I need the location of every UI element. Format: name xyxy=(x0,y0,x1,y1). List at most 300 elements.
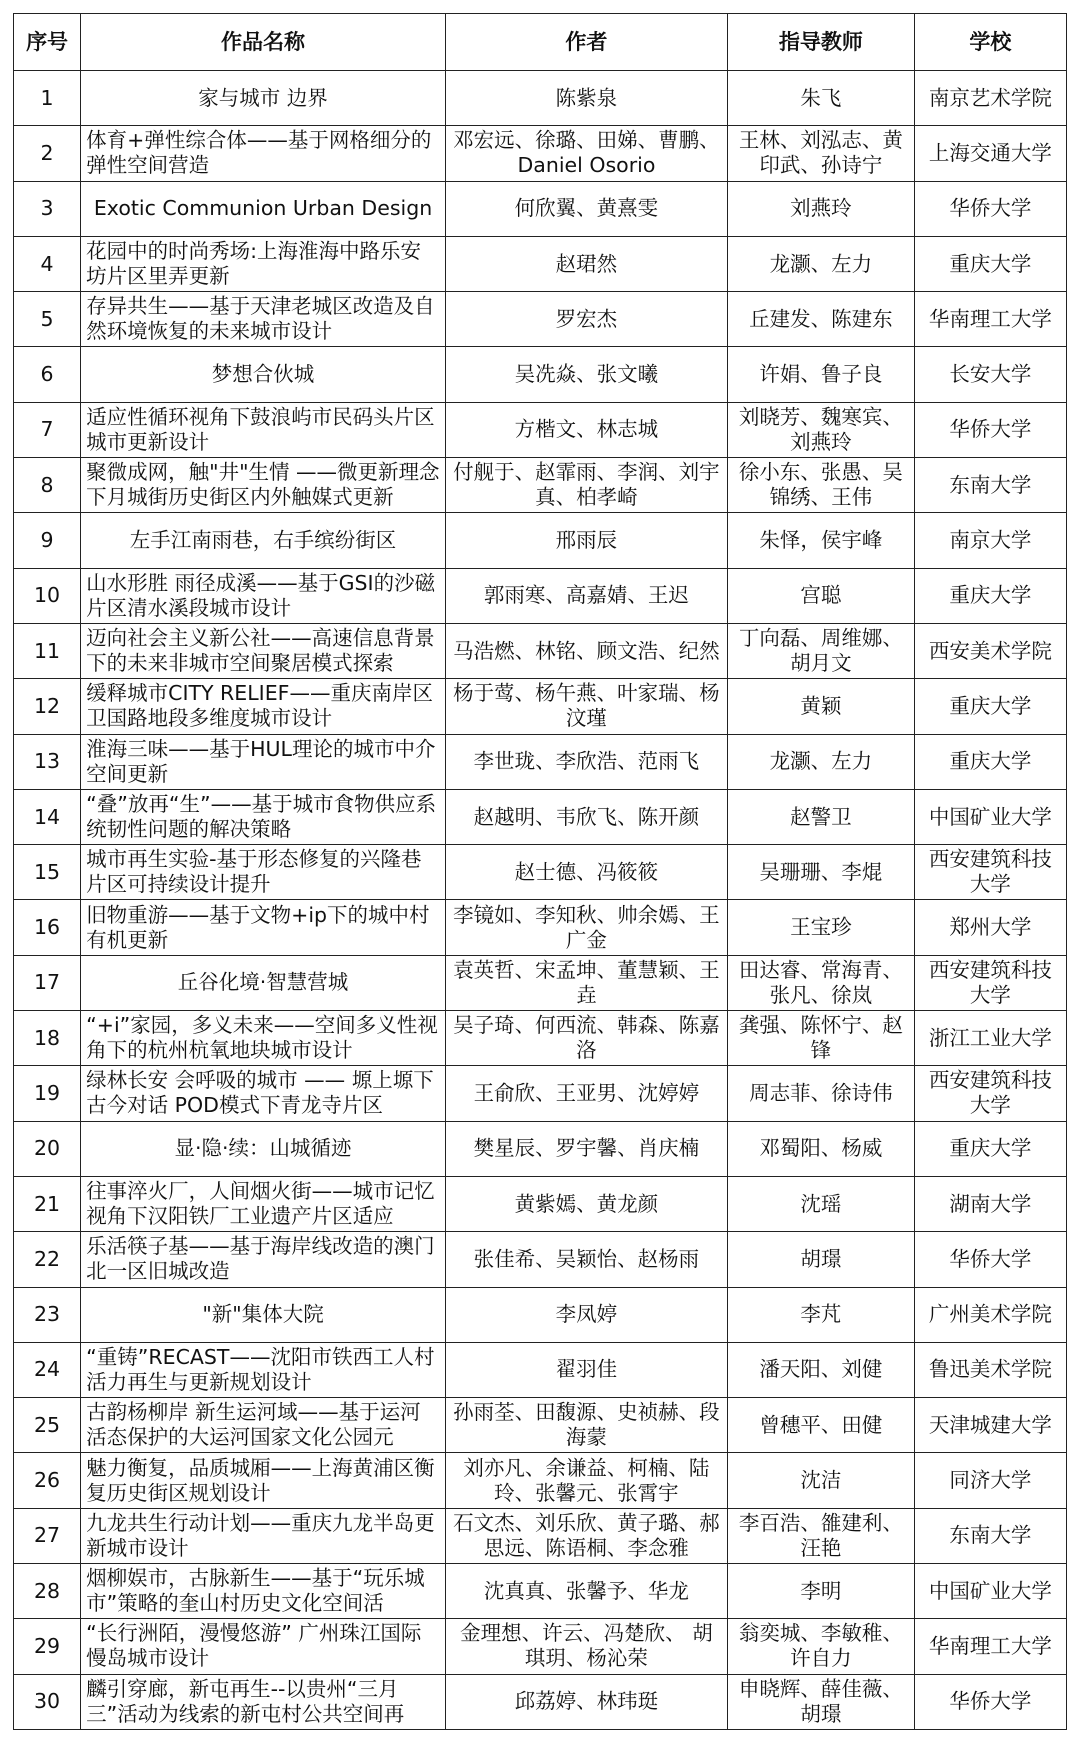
cell-school xyxy=(914,1674,1066,1729)
cell-title-text: 城市再生实验-基于形态修复的兴隆巷片区可持续设计提升 xyxy=(86,847,422,897)
cell-title xyxy=(81,1232,446,1287)
cell-school xyxy=(914,845,1066,900)
cell-school-text: 西安建筑科技大学 xyxy=(928,957,1052,1007)
cell-school-text: 中国矿业大学 xyxy=(928,1578,1052,1603)
cell-no xyxy=(14,1342,81,1397)
cell-school xyxy=(914,1398,1066,1453)
cell-no-text: 26 xyxy=(34,1468,61,1493)
cell-title xyxy=(81,1508,446,1563)
cell-advisors xyxy=(727,402,914,457)
cell-school xyxy=(914,789,1066,844)
cell-no-text: 21 xyxy=(34,1191,61,1216)
cell-no xyxy=(14,181,81,236)
cell-school xyxy=(914,1508,1066,1563)
cell-authors xyxy=(445,292,727,347)
cell-school-text: 上海交通大学 xyxy=(928,140,1052,165)
cell-no-text: 11 xyxy=(34,638,61,663)
cell-school-text: 东南大学 xyxy=(949,472,1032,497)
cell-title xyxy=(81,1674,446,1729)
cell-title-text: 家与城市 边界 xyxy=(198,85,328,110)
cell-authors-text: 吴子琦、何西流、韩森、陈嘉洛 xyxy=(453,1013,720,1063)
cell-authors xyxy=(445,955,727,1010)
cell-authors xyxy=(445,402,727,457)
cell-authors-text: 郭雨寒、高嘉婧、王迟 xyxy=(483,583,689,608)
cell-school xyxy=(914,1287,1066,1342)
cell-no xyxy=(14,623,81,678)
cell-authors-text: 刘亦凡、余谦益、柯楠、陆玲、张馨元、张霄宇 xyxy=(463,1455,710,1505)
cell-advisors-text: 宫聪 xyxy=(800,583,842,608)
cell-authors-text: 赵士德、冯筱筱 xyxy=(514,859,659,884)
cell-advisors xyxy=(727,568,914,623)
cell-school-text: 重庆大学 xyxy=(949,583,1032,608)
cell-advisors-text: 吴珊珊、李焜 xyxy=(759,859,883,884)
cell-authors-text: 罗宏杰 xyxy=(555,306,618,331)
cell-no xyxy=(14,568,81,623)
cell-title-text: 淮海三味——基于HUL理论的城市中介空间更新 xyxy=(86,736,436,786)
header-title: 作品名称 xyxy=(81,14,446,71)
cell-school-text: 西安美术学院 xyxy=(928,638,1052,663)
cell-no-text: 4 xyxy=(40,251,54,276)
cell-title-text: 丘谷化境·智慧营城 xyxy=(177,970,349,995)
cell-authors-text: 何欣翼、黄熹雯 xyxy=(514,196,659,221)
table-row xyxy=(14,513,1067,568)
cell-no-text: 3 xyxy=(40,196,54,221)
cell-authors xyxy=(445,126,727,181)
cell-advisors-text: 沈洁 xyxy=(800,1468,842,1493)
cell-school xyxy=(914,1342,1066,1397)
cell-no xyxy=(14,900,81,955)
cell-school xyxy=(914,955,1066,1010)
cell-title-text: 花园中的时尚秀场:上海淮海中路乐安坊片区里弄更新 xyxy=(86,239,422,289)
cell-no-text: 16 xyxy=(34,915,61,940)
table-row xyxy=(14,292,1067,347)
cell-no xyxy=(14,1232,81,1287)
cell-no-text: 1 xyxy=(40,85,54,110)
cell-school xyxy=(914,1121,1066,1176)
table-row xyxy=(14,1342,1067,1397)
cell-authors-text: 黄紫嫣、黄龙颜 xyxy=(514,1191,659,1216)
cell-advisors xyxy=(727,734,914,789)
cell-title xyxy=(81,845,446,900)
cell-title xyxy=(81,292,446,347)
cell-advisors xyxy=(727,347,914,402)
cell-title xyxy=(81,623,446,678)
cell-no-text: 12 xyxy=(34,693,61,718)
cell-title-text: 九龙共生行动计划——重庆九龙半岛更新城市设计 xyxy=(86,1510,435,1560)
cell-advisors xyxy=(727,458,914,513)
cell-authors xyxy=(445,734,727,789)
cell-authors-text: 方楷文、林志城 xyxy=(514,417,659,442)
cell-no xyxy=(14,458,81,513)
cell-authors-text: 赵越明、韦欣飞、陈开颜 xyxy=(473,804,700,829)
cell-authors xyxy=(445,900,727,955)
cell-school xyxy=(914,900,1066,955)
cell-no xyxy=(14,845,81,900)
cell-title xyxy=(81,513,446,568)
cell-advisors-text: 王宝珍 xyxy=(790,915,852,940)
cell-no-text: 22 xyxy=(34,1246,61,1271)
cell-school-text: 西安建筑科技大学 xyxy=(928,847,1052,897)
cell-advisors xyxy=(727,623,914,678)
cell-authors xyxy=(445,458,727,513)
cell-school-text: 西安建筑科技大学 xyxy=(928,1068,1052,1118)
cell-authors xyxy=(445,845,727,900)
cell-advisors-text: 徐小东、张愚、吴锦绣、王伟 xyxy=(738,460,903,510)
cell-no xyxy=(14,1066,81,1121)
cell-no xyxy=(14,1453,81,1508)
table-row xyxy=(14,623,1067,678)
cell-school-text: 重庆大学 xyxy=(949,693,1032,718)
cell-advisors-text: 李百浩、雒建利、汪艳 xyxy=(738,1510,903,1560)
cell-title xyxy=(81,568,446,623)
cell-authors-text: 王俞欣、王亚男、沈婷婷 xyxy=(473,1080,700,1105)
cell-school xyxy=(914,458,1066,513)
cell-school xyxy=(914,1066,1066,1121)
cell-title-text: 乐活筷子基——基于海岸线改造的澳门北一区旧城改造 xyxy=(86,1234,435,1284)
cell-title-text: 体育+弹性综合体——基于网格细分的弹性空间营造 xyxy=(86,128,432,178)
cell-no-text: 19 xyxy=(34,1080,61,1105)
cell-title-text: “长行洲陌，漫慢悠游” 广州珠江国际慢岛城市设计 xyxy=(86,1621,422,1671)
cell-advisors-text: 曾穗平、田健 xyxy=(759,1412,883,1437)
table-row xyxy=(14,402,1067,457)
cell-title-text: 缓释城市CITY RELIEF——重庆南岸区卫国路地段多维度城市设计 xyxy=(86,681,433,731)
cell-authors xyxy=(445,1342,727,1397)
cell-authors-text: 李世珑、李欣浩、范雨飞 xyxy=(473,749,700,774)
cell-title-text: 绿林长安 会呼吸的城市 —— 塬上塬下古今对话 POD模式下青龙寺片区 xyxy=(86,1068,434,1118)
table-row xyxy=(14,1066,1067,1121)
table-row xyxy=(14,1619,1067,1674)
cell-title xyxy=(81,1619,446,1674)
cell-advisors xyxy=(727,236,914,291)
cell-authors xyxy=(445,513,727,568)
cell-title xyxy=(81,236,446,291)
cell-school-text: 华侨大学 xyxy=(949,1246,1032,1271)
cell-advisors-text: 朱怿，侯宇峰 xyxy=(759,528,883,553)
cell-no xyxy=(14,402,81,457)
table-row xyxy=(14,1287,1067,1342)
table-row xyxy=(14,347,1067,402)
cell-advisors-text: 刘晓芳、魏寒宾、刘燕玲 xyxy=(738,404,903,454)
cell-title xyxy=(81,1342,446,1397)
header-no: 序号 xyxy=(14,14,81,71)
cell-no-text: 27 xyxy=(34,1523,61,1548)
cell-no xyxy=(14,1011,81,1066)
cell-school xyxy=(914,126,1066,181)
cell-no-text: 23 xyxy=(34,1302,61,1327)
cell-authors xyxy=(445,1508,727,1563)
cell-title-text: 左手江南雨巷，右手缤纷街区 xyxy=(129,528,397,553)
cell-school-text: 浙江工业大学 xyxy=(928,1025,1052,1050)
cell-authors-text: 孙雨荃、田馥源、史祯赫、段海蒙 xyxy=(453,1400,720,1450)
cell-school-text: 郑州大学 xyxy=(949,915,1032,940)
cell-school xyxy=(914,679,1066,734)
cell-advisors-text: 翁奕城、李敏稚、许自力 xyxy=(738,1621,903,1671)
header-school: 学校 xyxy=(914,14,1066,71)
cell-school xyxy=(914,236,1066,291)
cell-no-text: 25 xyxy=(34,1412,61,1437)
cell-title-text: “叠”放再“生”——基于城市食物供应系统韧性问题的解决策略 xyxy=(86,792,437,841)
cell-authors-text: 袁英哲、宋孟坤、董慧颖、王垚 xyxy=(453,957,720,1007)
cell-no-text: 9 xyxy=(40,528,54,553)
cell-title xyxy=(81,955,446,1010)
cell-title xyxy=(81,1453,446,1508)
cell-no-text: 20 xyxy=(34,1136,61,1161)
cell-school xyxy=(914,1011,1066,1066)
cell-authors-text: 翟羽佳 xyxy=(555,1357,618,1382)
cell-authors-text: 陈紫泉 xyxy=(555,85,618,110)
cell-title xyxy=(81,1287,446,1342)
cell-no-text: 28 xyxy=(34,1578,61,1603)
cell-school xyxy=(914,181,1066,236)
cell-authors-text: 邓宏远、徐璐、田娣、曹鹏、Daniel Osorio xyxy=(453,128,720,178)
cell-advisors xyxy=(727,1287,914,1342)
table-row xyxy=(14,1121,1067,1176)
cell-advisors xyxy=(727,845,914,900)
cell-advisors-text: 申晓辉、薛佳薇、胡璟 xyxy=(738,1676,903,1726)
cell-advisors-text: 李芃 xyxy=(800,1302,842,1327)
cell-title-text: 存异共生——基于天津老城区改造及自然环境恢复的未来城市设计 xyxy=(86,294,435,344)
cell-advisors-text: 田达睿、常海青、张凡、徐岚 xyxy=(738,957,903,1007)
cell-no xyxy=(14,292,81,347)
cell-title-text: 古韵杨柳岸 新生运河域——基于运河活态保护的大运河国家文化公园元 xyxy=(86,1400,421,1450)
cell-advisors-text: 龙灏、左力 xyxy=(769,749,873,774)
cell-no-text: 10 xyxy=(34,583,61,608)
cell-authors-text: 马浩燃、林铭、顾文浩、纪然 xyxy=(453,638,720,663)
cell-school-text: 重庆大学 xyxy=(949,251,1032,276)
cell-title xyxy=(81,679,446,734)
cell-authors-text: 沈真真、张馨予、华龙 xyxy=(483,1578,689,1603)
cell-no-text: 5 xyxy=(40,306,54,331)
cell-authors xyxy=(445,1674,727,1729)
cell-school xyxy=(914,1232,1066,1287)
table-row xyxy=(14,458,1067,513)
cell-school xyxy=(914,347,1066,402)
cell-authors xyxy=(445,1453,727,1508)
cell-title xyxy=(81,900,446,955)
cell-advisors-text: 刘燕玲 xyxy=(790,196,852,221)
cell-no xyxy=(14,1564,81,1619)
table-row xyxy=(14,900,1067,955)
cell-no xyxy=(14,955,81,1010)
cell-advisors-text: 邓蜀阳、杨威 xyxy=(759,1136,883,1161)
cell-title-text: 魅力衡复，品质城厢——上海黄浦区衡复历史街区规划设计 xyxy=(86,1455,435,1505)
cell-school xyxy=(914,1453,1066,1508)
cell-advisors-text: 龙灏、左力 xyxy=(769,251,873,276)
table-row xyxy=(14,789,1067,844)
cell-authors-text: 付舰于、赵霏雨、李润、刘宇真、柏孝崎 xyxy=(453,460,720,510)
cell-title xyxy=(81,1121,446,1176)
cell-title xyxy=(81,1066,446,1121)
cell-no-text: 24 xyxy=(34,1357,61,1382)
cell-school-text: 鲁迅美术学院 xyxy=(928,1357,1052,1382)
cell-advisors xyxy=(727,181,914,236)
cell-title xyxy=(81,402,446,457)
cell-advisors-text: 潘天阳、刘健 xyxy=(759,1357,883,1382)
cell-school-text: 天津城建大学 xyxy=(928,1412,1052,1437)
cell-school xyxy=(914,623,1066,678)
cell-no-text: 13 xyxy=(34,749,61,774)
cell-advisors-text: 沈瑶 xyxy=(800,1191,842,1216)
cell-no xyxy=(14,513,81,568)
cell-no-text: 17 xyxy=(34,970,61,995)
cell-school-text: 南京艺术学院 xyxy=(928,85,1052,110)
cell-no-text: 7 xyxy=(40,417,54,442)
cell-authors-text: 邱荔婷、林玮珽 xyxy=(514,1689,659,1714)
cell-no xyxy=(14,1508,81,1563)
cell-advisors xyxy=(727,1564,914,1619)
cell-school xyxy=(914,71,1066,126)
cell-authors xyxy=(445,1564,727,1619)
cell-no-text: 29 xyxy=(34,1633,61,1658)
table-row xyxy=(14,845,1067,900)
cell-title xyxy=(81,1564,446,1619)
cell-authors-text: 张佳希、吴颖怡、赵杨雨 xyxy=(473,1246,700,1271)
cell-authors xyxy=(445,1011,727,1066)
cell-title-text: 山水形胜 雨径成溪——基于GSI的沙磁片区清水溪段城市设计 xyxy=(86,570,436,620)
cell-advisors xyxy=(727,789,914,844)
table-row xyxy=(14,679,1067,734)
cell-authors xyxy=(445,1398,727,1453)
cell-advisors xyxy=(727,1453,914,1508)
cell-advisors xyxy=(727,71,914,126)
cell-authors xyxy=(445,679,727,734)
cell-no-text: 2 xyxy=(40,140,54,165)
cell-advisors-text: 龚强、陈怀宁、赵锋 xyxy=(738,1013,903,1063)
cell-school-text: 华侨大学 xyxy=(949,1689,1032,1714)
cell-school-text: 华南理工大学 xyxy=(928,306,1052,331)
cell-advisors xyxy=(727,1342,914,1397)
cell-title-text: “+i”家园，多义未来——空间多义性视角下的杭州杭氧地块城市设计 xyxy=(86,1013,438,1063)
cell-authors xyxy=(445,789,727,844)
cell-advisors xyxy=(727,679,914,734)
awards-table xyxy=(13,13,1067,1730)
cell-school xyxy=(914,292,1066,347)
cell-title xyxy=(81,458,446,513)
table-header-row xyxy=(14,14,1067,71)
cell-school-text: 华侨大学 xyxy=(949,417,1032,442)
cell-no xyxy=(14,679,81,734)
cell-title-text: “重铸”RECAST——沈阳市铁西工人村活力再生与更新规划设计 xyxy=(86,1344,435,1394)
cell-school-text: 中国矿业大学 xyxy=(928,804,1052,829)
cell-school-text: 东南大学 xyxy=(949,1523,1032,1548)
cell-authors xyxy=(445,568,727,623)
table-row xyxy=(14,126,1067,181)
cell-authors xyxy=(445,1176,727,1231)
cell-authors-text: 樊星辰、罗宇馨、肖庆楠 xyxy=(473,1136,700,1161)
cell-authors-text: 李镜如、李知秋、帅余嫣、王广金 xyxy=(453,902,720,952)
cell-school-text: 南京大学 xyxy=(949,528,1032,553)
cell-title xyxy=(81,181,446,236)
cell-authors xyxy=(445,1121,727,1176)
cell-advisors xyxy=(727,900,914,955)
cell-school xyxy=(914,513,1066,568)
cell-no xyxy=(14,1674,81,1729)
cell-school xyxy=(914,1564,1066,1619)
cell-advisors xyxy=(727,1011,914,1066)
cell-advisors xyxy=(727,292,914,347)
cell-no-text: 18 xyxy=(34,1025,61,1050)
cell-no xyxy=(14,1619,81,1674)
table-row xyxy=(14,1398,1067,1453)
cell-authors xyxy=(445,1619,727,1674)
table-row xyxy=(14,1232,1067,1287)
cell-no-text: 30 xyxy=(34,1689,61,1714)
cell-advisors-text: 李明 xyxy=(800,1578,842,1603)
cell-title-text: 适应性循环视角下鼓浪屿市民码头片区城市更新设计 xyxy=(86,404,435,454)
cell-title-text: 显·隐·续：山城循迹 xyxy=(174,1136,352,1161)
cell-authors xyxy=(445,1232,727,1287)
cell-no xyxy=(14,1287,81,1342)
cell-no xyxy=(14,1398,81,1453)
cell-title-text: 麟引穿廊，新屯再生--以贵州“三月三”活动为线索的新屯村公共空间再 xyxy=(86,1676,405,1726)
cell-authors-text: 李凤婷 xyxy=(555,1302,618,1327)
cell-no xyxy=(14,1121,81,1176)
cell-advisors xyxy=(727,1674,914,1729)
cell-no-text: 8 xyxy=(40,472,54,497)
cell-title-text: 往事淬火厂，人间烟火街——城市记忆视角下汉阳铁厂工业遗产片区适应 xyxy=(86,1179,435,1229)
cell-advisors xyxy=(727,1232,914,1287)
cell-school xyxy=(914,734,1066,789)
cell-authors xyxy=(445,623,727,678)
cell-authors-text: 邢雨辰 xyxy=(555,528,618,553)
cell-school-text: 广州美术学院 xyxy=(928,1302,1052,1327)
cell-advisors-text: 丁向磊、周维娜、胡月文 xyxy=(738,626,903,676)
cell-advisors-text: 丘建发、陈建东 xyxy=(749,306,893,331)
cell-no xyxy=(14,126,81,181)
cell-no xyxy=(14,347,81,402)
cell-school xyxy=(914,402,1066,457)
cell-no-text: 15 xyxy=(34,859,61,884)
cell-school xyxy=(914,1619,1066,1674)
cell-title-text: 烟柳娱市，古脉新生——基于“玩乐城市”策略的奎山村历史文化空间活 xyxy=(86,1566,425,1616)
cell-no xyxy=(14,236,81,291)
cell-title xyxy=(81,1176,446,1231)
cell-title xyxy=(81,734,446,789)
cell-title xyxy=(81,126,446,181)
cell-advisors-text: 黄颖 xyxy=(800,693,842,718)
cell-advisors xyxy=(727,955,914,1010)
cell-school xyxy=(914,1176,1066,1231)
table-row xyxy=(14,1508,1067,1563)
cell-title xyxy=(81,1011,446,1066)
table-row xyxy=(14,1674,1067,1729)
cell-authors-text: 石文杰、刘乐欣、黄子璐、郝思远、陈语桐、李念雅 xyxy=(453,1510,720,1560)
cell-authors-text: 杨于莺、杨午燕、叶家瑞、杨汶瑾 xyxy=(453,681,720,731)
cell-title-text: 迈向社会主义新公社——高速信息背景下的未来非城市空间聚居模式探索 xyxy=(86,626,435,676)
cell-school-text: 重庆大学 xyxy=(949,1136,1032,1161)
cell-no xyxy=(14,71,81,126)
cell-no xyxy=(14,789,81,844)
header-advisors: 指导教师 xyxy=(727,14,914,71)
cell-title xyxy=(81,71,446,126)
cell-advisors-text: 朱飞 xyxy=(800,85,842,110)
cell-authors xyxy=(445,1066,727,1121)
cell-school-text: 华南理工大学 xyxy=(928,1633,1052,1658)
cell-advisors xyxy=(727,513,914,568)
cell-advisors-text: 王林、刘泓志、黄印武、孙诗宁 xyxy=(738,128,903,178)
cell-title-text: "新"集体大院 xyxy=(202,1302,324,1327)
table-row xyxy=(14,568,1067,623)
cell-advisors xyxy=(727,1508,914,1563)
cell-school-text: 重庆大学 xyxy=(949,749,1032,774)
cell-no xyxy=(14,1176,81,1231)
cell-no-text: 6 xyxy=(40,362,54,387)
cell-authors xyxy=(445,71,727,126)
cell-school-text: 长安大学 xyxy=(949,362,1032,387)
cell-authors-text: 吴冼焱、张文曦 xyxy=(514,362,659,387)
cell-school-text: 湖南大学 xyxy=(949,1191,1032,1216)
cell-advisors-text: 周志菲、徐诗伟 xyxy=(749,1080,893,1105)
